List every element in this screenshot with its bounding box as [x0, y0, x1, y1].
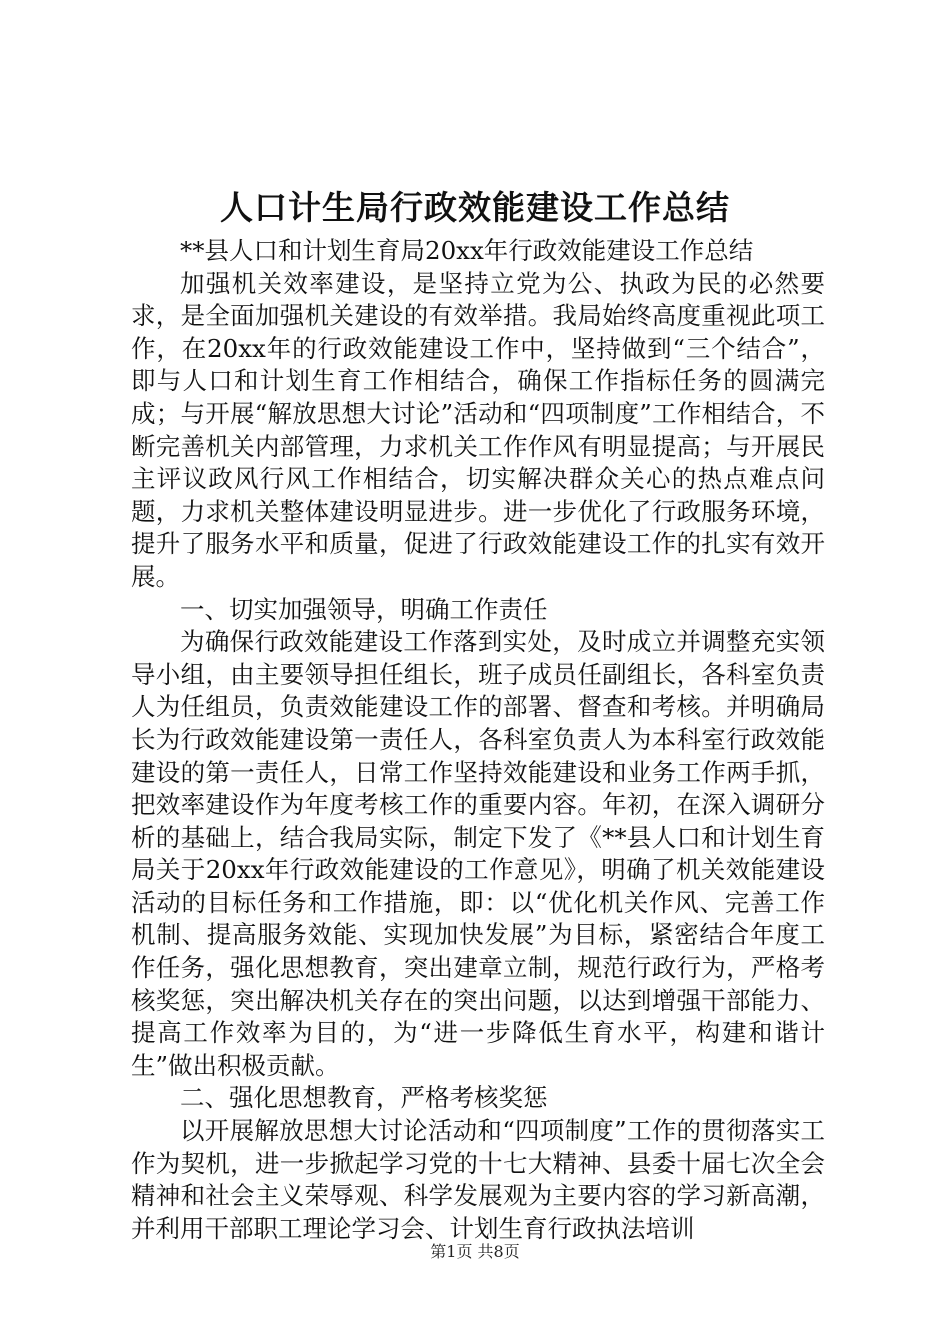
document-title: 人口计生局行政效能建设工作总结	[220, 188, 730, 227]
page-footer: 第1页 共8页	[430, 1242, 520, 1261]
section-2-paragraph: 以开展解放思想大讨论活动和“四项制度”工作的贯彻落实工作为契机，进一步掀起学习党的十七大精神、县委十届七次全会精神和社会主义荣辱观、科学发展观为主要内容的学习新高潮，并利用干部职工理论学习会、计划生育行政执法培训	[131, 1116, 825, 1243]
intro-paragraph: 加强机关效率建设，是坚持立党为公、执政为民的必然要求，是全面加强机关建设的有效举措。我局始终高度重视此项工作，在20xx年的行政效能建设工作中，坚持做到“三个结合”，即与人口和计划生育工作相结合，确保工作指标任务的圆满完成；与开展“解放思想大讨论”活动和“四项制度”工作相结合，不断完善机关内部管理，力求机关工作作风有明显提高；与开展民主评议政风行风工作相结合，切实解决群众关心的热点难点问题，力求机关整体建设明显进步。进一步优化了行政服务环境，提升了服务水平和质量，促进了行政效能建设工作的扎实有效开展。	[131, 268, 825, 591]
subtitle-paragraph: **县人口和计划生育局20xx年行政效能建设工作总结	[180, 236, 754, 265]
document-body	[131, 235, 825, 1245]
section-1-paragraph: 为确保行政效能建设工作落到实处，及时成立并调整充实领导小组，由主要领导担任组长，班子成员任副组长，各科室负责人为任组员，负责效能建设工作的部署、督查和考核。并明确局长为行政效能建设第一责任人，各科室负责人为本科室行政效能建设的第一责任人，日常工作坚持效能建设和业务工作两手抓，把效率建设作为年度考核工作的重要内容。年初，在深入调研分析的基础上，结合我局实际，制定下发了《**县人口和计划生育局关于20xx年行政效能建设的工作意见》，明确了机关效能建设活动的目标任务和工作措施，即：以“优化机关作风、完善工作机制、提高服务效能、实现加快发展”为目标，紧密结合年度工作任务，强化思想教育，突出建章立制，规范行政行为，严格考核奖惩，突出解决机关存在的突出问题，以达到增强干部能力、提高工作效率为目的，为“进一步降低生育水平，构建和谐计生”做出积极贡献。	[131, 627, 825, 1080]
section-heading-2: 二、强化思想教育，严格考核奖惩	[180, 1083, 548, 1113]
section-heading-1: 一、切实加强领导，明确工作责任	[180, 594, 548, 624]
